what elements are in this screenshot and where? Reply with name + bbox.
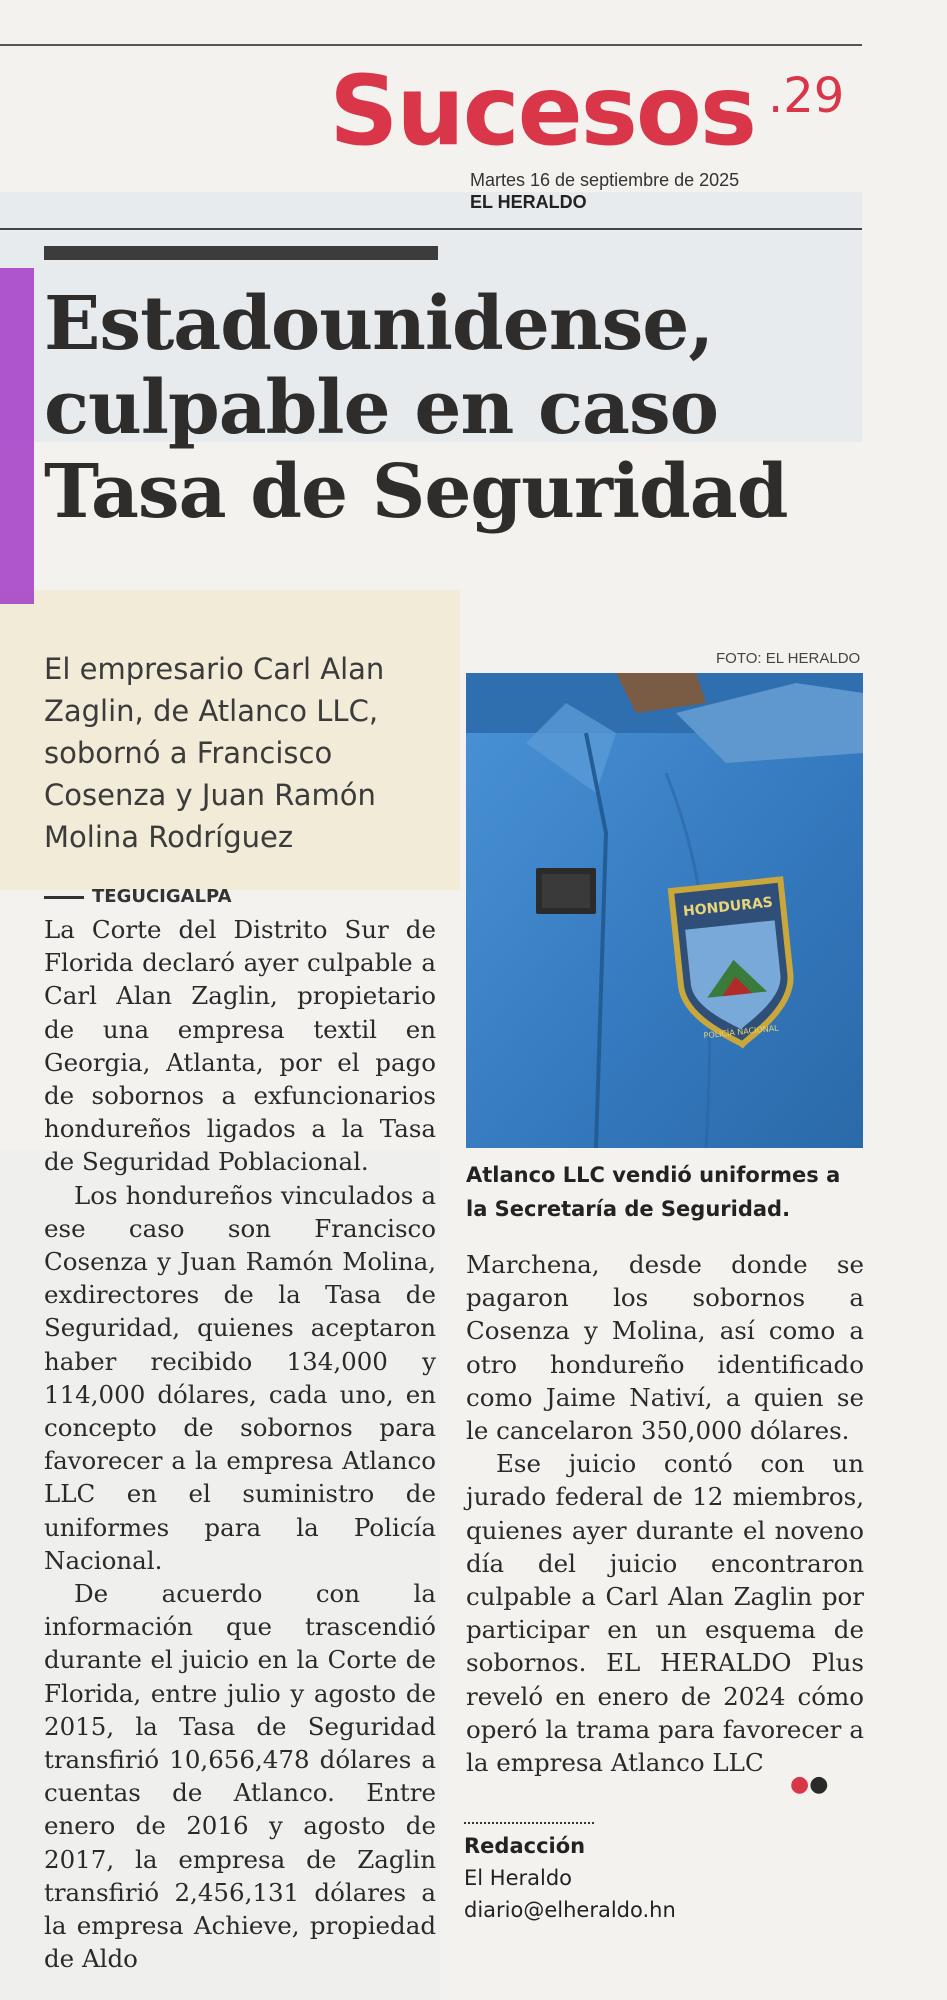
headline-line: Estadounidense, bbox=[44, 281, 714, 367]
headline-line: Tasa de Seguridad bbox=[44, 449, 788, 535]
section-title: Sucesos bbox=[329, 55, 755, 167]
headline bbox=[44, 282, 864, 534]
article-deck: El empresario Carl Alan Zaglin, de Atlanco LLC, sobornó a Francisco Cosenza y Juan Ramón Molina Rodríguez bbox=[44, 652, 385, 854]
article-paragraph: La Corte del Distrito Sur de Florida declaró ayer culpable a Carl Alan Zaglin, propietario de una empresa textil en Georgia, Atlanta, por el pago de sobornos a exfuncionarios hondureños ligados a la Tasa de Seguridad Poblacional. bbox=[44, 915, 436, 1177]
headline-line: culpable en caso bbox=[44, 365, 719, 451]
page-number: .29 bbox=[768, 68, 845, 124]
publication-date: Martes 16 de septiembre de 2025 bbox=[470, 170, 740, 190]
photo-caption: Atlanco LLC vendió uniformes a la Secretaría de Seguridad. bbox=[466, 1163, 841, 1221]
byline-email: diario@elheraldo.hn bbox=[464, 1898, 676, 1922]
patch-label: HONDURAS bbox=[682, 894, 774, 920]
header-rule bbox=[0, 228, 862, 230]
article-paragraph: De acuerdo con la información que trascendió durante el juicio en la Corte de Florida, entre julio y agosto de 2015, la Tasa de Seguridad transfirió 10,656,478 dólares a cuentas de Atlanco. Entre enero de 2016 y agosto de 2017, la empresa de Zaglin transfirió 2,456,131 dólares a la empresa Achieve, propiedad de Aldo bbox=[44, 1579, 436, 1974]
article-photo bbox=[466, 673, 863, 1148]
article-column-2 bbox=[466, 1248, 864, 1779]
top-rule bbox=[0, 44, 862, 46]
byline-name: El Heraldo bbox=[464, 1866, 573, 1890]
article-paragraph: Los hondureños vinculados a ese caso son Francisco Cosenza y Juan Ramón Molina, exdirectores de la Tasa de Seguridad, quienes aceptaron haber recibido 134,000 y 114,000 dólares, cada uno, en concepto de sobornos para favorecer a la empresa Atlanco LLC en el suministro de uniformes para la Policía Nacional. bbox=[44, 1180, 436, 1575]
end-mark: ●● bbox=[790, 1772, 829, 1797]
signature-rule bbox=[464, 1822, 594, 1824]
article-paragraph: Ese juicio contó con un jurado federal de 12 miembros, quienes ayer durante el noveno día del juicio encontraron culpable a Carl Alan Zaglin por participar en un esquema de sobornos. EL HERALDO Plus reveló en enero de 2024 cómo operó la trama para favorecer a la empresa Atlanco LLC bbox=[466, 1449, 864, 1778]
article-paragraph: Marchena, desde donde se pagaron los sobornos a Cosenza y Molina, así como a otro hondureño identificado como Jaime Nativí, a quien se le cancelaron 350,000 dólares. bbox=[466, 1250, 864, 1446]
newspaper-name: EL HERALDO bbox=[470, 192, 587, 212]
photo-credit: FOTO: EL HERALDO bbox=[716, 650, 861, 667]
patch-sublabel: POLICÍA NACIONAL bbox=[703, 1023, 780, 1041]
byline-role: Redacción bbox=[464, 1834, 586, 1858]
dateline: TEGUCIGALPA bbox=[44, 886, 232, 907]
kicker-bar bbox=[44, 246, 438, 260]
highlighter-mark bbox=[0, 268, 34, 604]
article-column-1 bbox=[44, 913, 436, 1976]
